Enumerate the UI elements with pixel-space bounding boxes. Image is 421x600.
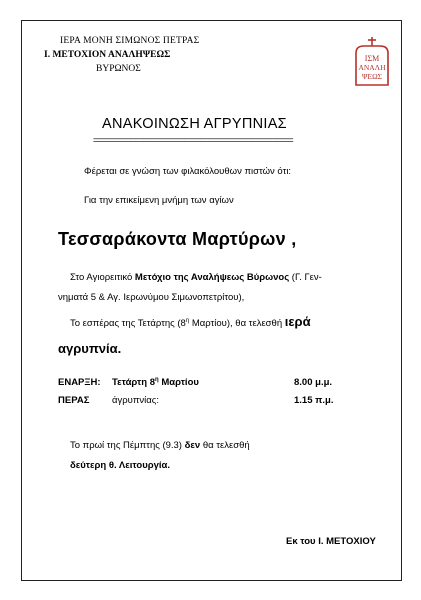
start-label: ΕΝΑΡΞΗ: <box>58 377 101 388</box>
metochion-link-text: Μετόχιο της Αναλήψεως Βύρωνος <box>134 272 290 283</box>
saints-name: Τεσσαράκοντα Μαρτύρων , <box>58 229 297 249</box>
end-text: άγρυπνίας: <box>112 395 159 406</box>
start-day: Τετάρτη $8^\eta$ Μαρτίου <box>112 377 199 389</box>
monastery-name: ΙΕΡΑ ΜΟΝΗ ΣΙΜΩΝΟΣ ΠΕΤΡΑΣ <box>60 36 200 46</box>
title-underline: ================================================ <box>93 135 293 145</box>
intro-text: Φέρεται σε γνώση των φιλακόλουθων πιστών ότι: <box>84 166 292 177</box>
location-line-1: Στο Αγιορειτικό Μετόχιο της Αναλήψεως Βύρωνος (Γ. Γεν- <box>70 272 322 283</box>
metochion-name: Ι. ΜΕΤΟΧΙΟΝ ΑΝΑΛΗΨΕΩΣ <box>44 50 171 60</box>
end-label: ΠΕΡΑΣ <box>58 395 90 406</box>
svg-text:ΨΕΩΣ: ΨΕΩΣ <box>361 72 383 81</box>
page-title: ΑΝΑΚΟΙΝΩΣΗ ΑΓΡΥΠΝΙΑΣ <box>102 116 287 132</box>
start-time: 8.00 μ.μ. <box>294 377 333 388</box>
morning-line-2: δεύτερη θ. Λειτουργία. <box>70 460 171 471</box>
memory-text: Για την επικείμενη μνήμη των αγίων <box>84 195 234 206</box>
svg-text:ΙΣΜ: ΙΣΜ <box>364 54 380 63</box>
end-time: 1.15 π.μ. <box>294 395 334 406</box>
metochion-seal-logo <box>352 37 392 89</box>
signature: Εκ του Ι. ΜΕΤΟΧΙΟΥ <box>286 536 376 547</box>
svg-text:ΑΝΑΛΗ: ΑΝΑΛΗ <box>358 63 386 72</box>
location-name: ΒΥΡΩΝΟΣ <box>96 64 141 74</box>
location-line-2: νηματά 5 & Αγ. Ιερωνύμου Σιμωνοπετρίτου), <box>58 292 245 303</box>
vigil-line-2: αγρυπνία. <box>58 341 122 356</box>
seal-icon <box>352 37 392 89</box>
morning-line-1: Το πρωί της Πέμπτης (9.3) δεν θα τελεσθή <box>70 440 250 451</box>
vigil-line-1: Το εσπέρας της Τετάρτης ($8^\eta$ Μαρτίου), θα τελεσθή ιερά <box>70 314 311 329</box>
